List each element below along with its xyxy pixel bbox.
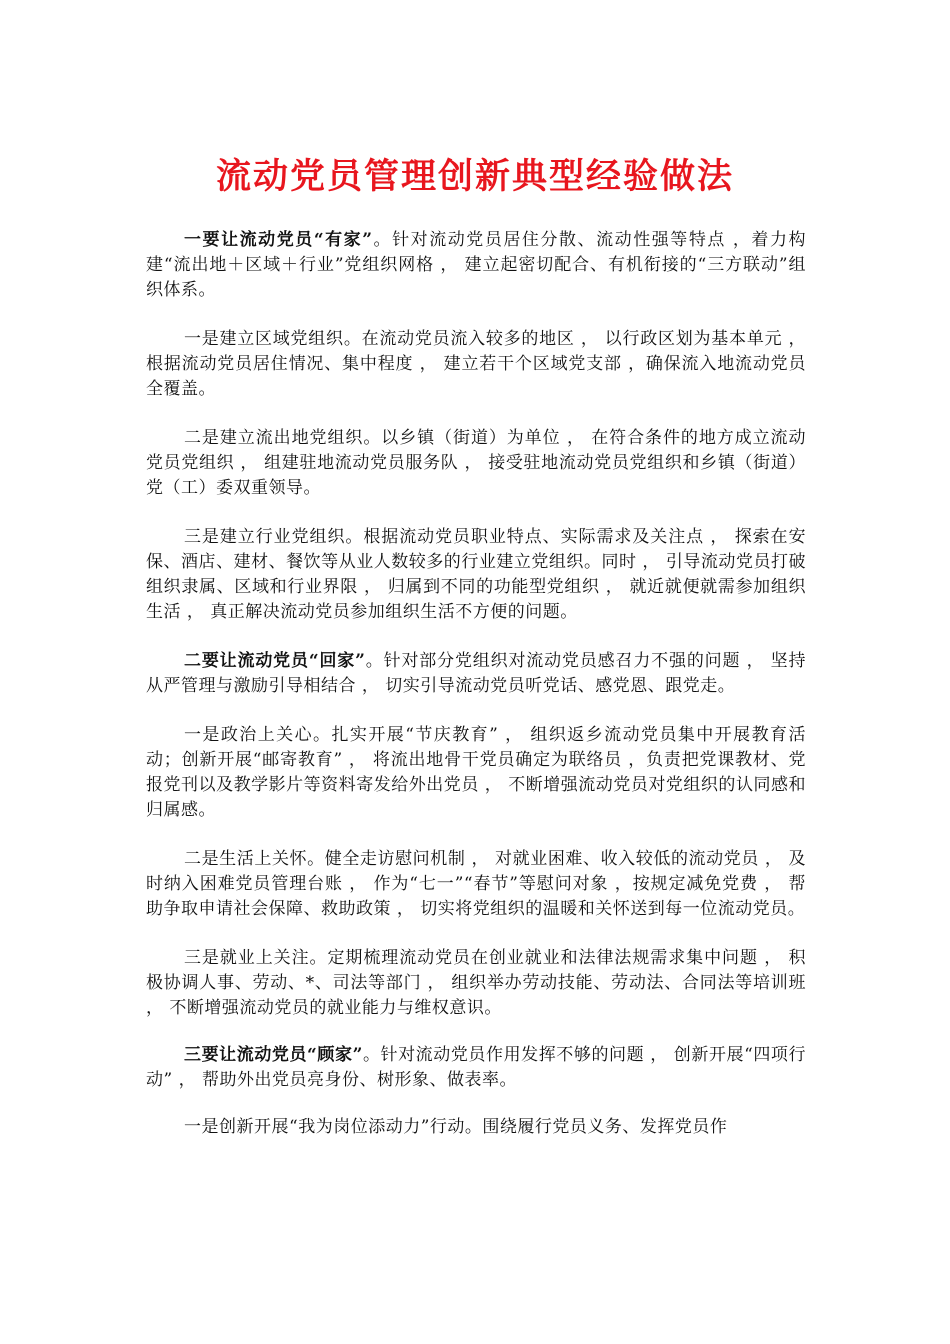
- paragraph-2: [146, 327, 806, 402]
- document-body: [146, 228, 806, 1164]
- paragraph-text: 一是建立区域党组织。在流动党员流入较多的地区 ， 以行政区划为基本单元 ， 根据流动党员居住情况、集中程度 ， 建立若干个区域党支部 ，确保流入地流动党员全覆盖。: [146, 329, 806, 399]
- paragraph-4: [146, 525, 806, 625]
- paragraph-text: 。针对流动党员居住分散、流动性强等特点 ，着力构建“流出地＋区域＋行业”党组织网格 ， 建立起密切配合、有机衔接的“三方联动”组织体系。: [146, 230, 806, 300]
- paragraph-6: [146, 723, 806, 823]
- paragraph-10: [146, 1115, 806, 1140]
- paragraph-text: 一是创新开展“我为岗位添动力”行动。围绕履行党员义务、发挥党员作: [184, 1117, 728, 1137]
- paragraph-9: [146, 1043, 806, 1093]
- section-heading-1: 一要让流动党员“有家”: [184, 230, 373, 250]
- paragraph-1: [146, 228, 806, 303]
- paragraph-text: 二是生活上关怀。健全走访慰问机制 ， 对就业困难、收入较低的流动党员 ， 及时纳入困难党员管理台账 ， 作为“七一”“春节”等慰问对象 ，按规定减免党费 ， 帮助争取申请社会保障、救助政策 ， 切实将党组织的温暖和关怀送到每一位流动党员。: [146, 849, 806, 919]
- section-heading-3: 三要让流动党员“顾家”: [184, 1045, 363, 1065]
- paragraph-text: 三是就业上关注。定期梳理流动党员在创业就业和法律法规需求集中问题 ， 积极协调人事、劳动、*、司法等部门 ， 组织举办劳动技能、劳动法、合同法等培训班 ， 不断增强流动党员的就业能力与维权意识。: [146, 948, 806, 1018]
- paragraph-8: [146, 946, 806, 1021]
- paragraph-text: 三是建立行业党组织。根据流动党员职业特点、实际需求及关注点 ， 探索在安保、酒店、建材、餐饮等从业人数较多的行业建立党组织。同时 ， 引导流动党员打破组织隶属、区域和行业界限 ， 归属到不同的功能型党组织 ， 就近就便就需参加组织生活 ， 真正解决流动党员参加组织生活不方便的问题。: [146, 527, 806, 622]
- paragraph-text: 一是政治上关心。扎实开展“节庆教育” ， 组织返乡流动党员集中开展教育活动；创新开展“邮寄教育” ， 将流出地骨干党员确定为联络员 ，负责把党课教材、党报党刊以及教学影片等资料寄发给外出党员 ， 不断增强流动党员对党组织的认同感和归属感。: [146, 725, 806, 820]
- paragraph-3: [146, 426, 806, 501]
- paragraph-7: [146, 847, 806, 922]
- paragraph-text: 。针对流动党员作用发挥不够的问题 ， 创新开展“四项行动” ， 帮助外出党员亮身份、树形象、做表率。: [146, 1045, 807, 1090]
- paragraph-5: [146, 649, 806, 699]
- document-title: 流动党员管理创新典型经验做法: [215, 156, 734, 197]
- paragraph-text: 。针对部分党组织对流动党员感召力不强的问题 ， 坚持从严管理与激励引导相结合 ， 切实引导流动党员听党话、感党恩、跟党走。: [146, 651, 807, 696]
- section-heading-2: 二要让流动党员“回家”: [184, 651, 366, 671]
- paragraph-text: 二是建立流出地党组织。以乡镇（街道）为单位 ， 在符合条件的地方成立流动党员党组织 ， 组建驻地流动党员服务队 ， 接受驻地流动党员党组织和乡镇（街道）党（工）委双重领导。: [146, 428, 806, 498]
